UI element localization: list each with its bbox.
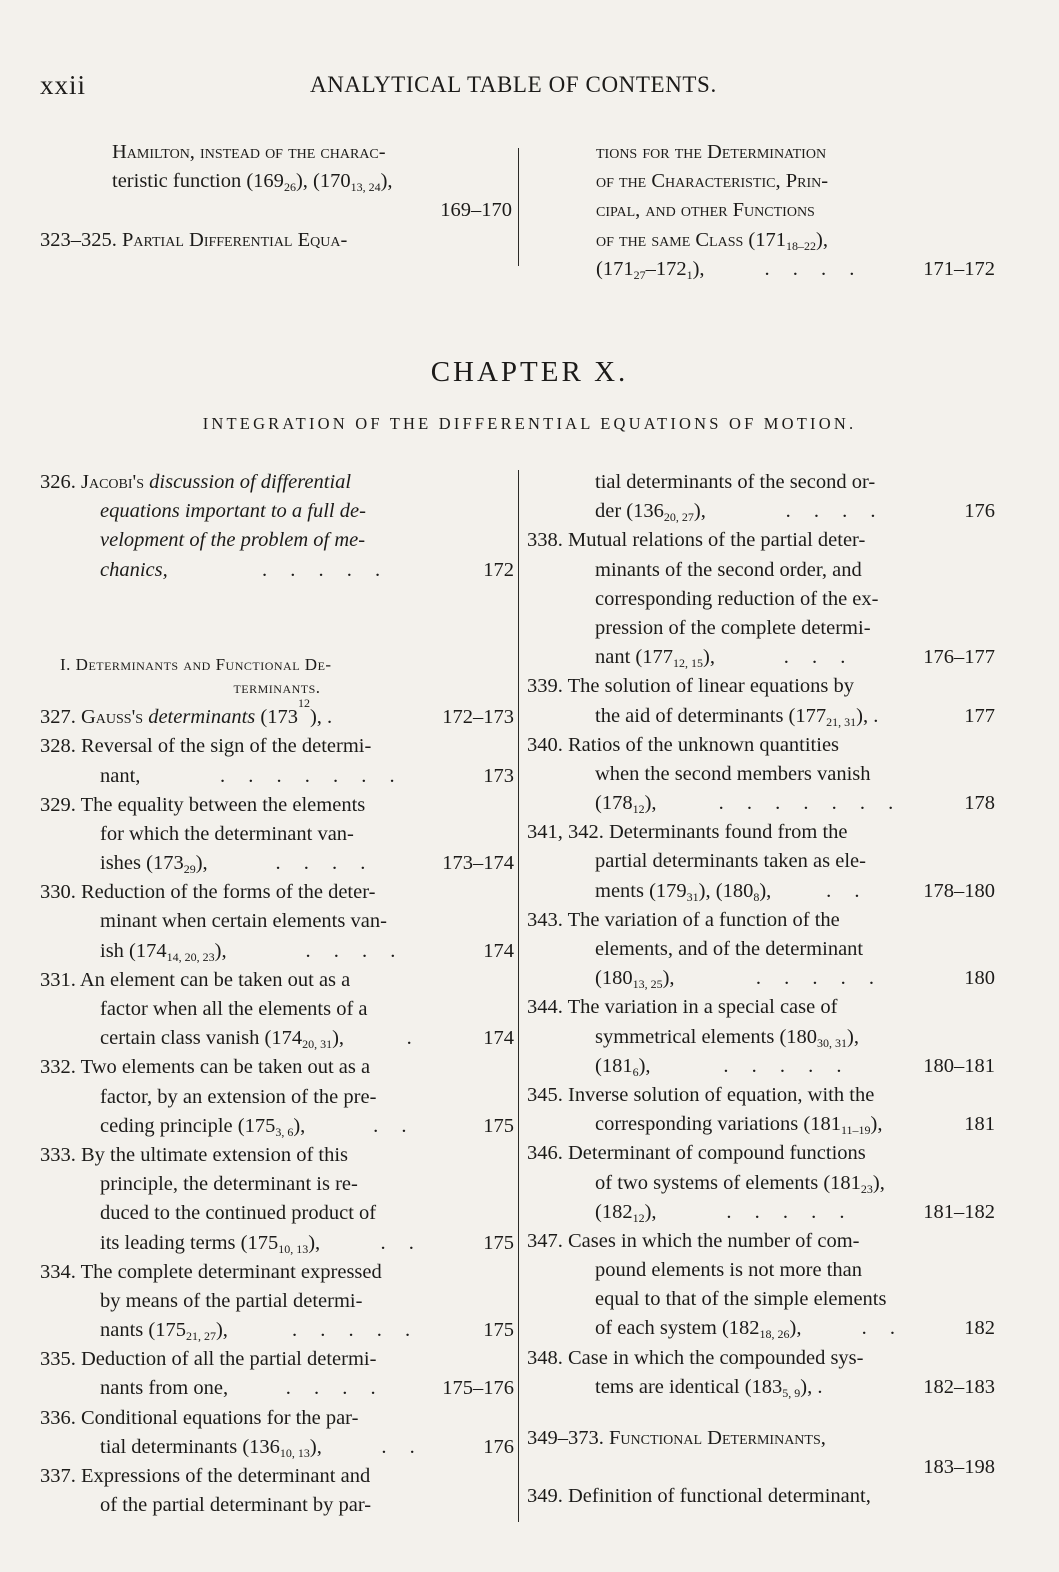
running-title: ANALYTICAL TABLE OF CONTENTS. [310, 72, 717, 97]
toc-entry-339: 339. The solution of linear equations by [527, 675, 855, 698]
toc-section-349-373: 349–373. Functional Determinants, [527, 1427, 826, 1449]
toc-page-ref: 169–170 [440, 199, 512, 222]
toc-entry-329: 329. The equality between the elements [40, 793, 366, 816]
toc-entry-332: 332. Two elements can be taken out as a [40, 1056, 371, 1079]
toc-entry-327: 327. Gauss's determinants (173 12 ), . 172–173 [40, 696, 514, 729]
section-heading: I. Determinants and Functional De- [60, 654, 332, 674]
column-divider [518, 148, 519, 266]
toc-entry-345: 345. Inverse solution of equation, with the [527, 1083, 875, 1106]
toc-line: 323–325. Partial Differential Equa- [40, 228, 348, 251]
column-divider [518, 470, 519, 1522]
toc-line: Hamilton, instead of the charac- [112, 141, 386, 163]
section-heading: terminants. [233, 678, 321, 698]
toc-entry-340: 340. Ratios of the unknown quantities [527, 733, 840, 756]
chapter-subtitle: INTEGRATION OF THE DIFFERENTIAL EQUATIONS OF MOTION. [202, 414, 857, 433]
toc-entry-344: 344. The variation in a special case of [527, 996, 838, 1019]
toc-entry-335: 335. Deduction of all the partial determi- [40, 1348, 377, 1371]
page-number: xxii [40, 70, 87, 100]
toc-entry-326: 326. Jacobi's discussion of differential [40, 471, 352, 493]
toc-entry-330: 330. Reduction of the forms of the deter- [40, 881, 376, 904]
toc-entry-347: 347. Cases in which the number of com- [527, 1229, 860, 1252]
toc-entry-328: 328. Reversal of the sign of the determi- [40, 735, 372, 758]
toc-entry-336: 336. Conditional equations for the par- [40, 1406, 359, 1429]
chapter-title: CHAPTER X. [430, 356, 629, 388]
toc-entry-338: 338. Mutual relations of the partial deter- [527, 529, 866, 552]
toc-entry-333: 333. By the ultimate extension of this [40, 1143, 349, 1166]
toc-page-ref: 171–172 [923, 257, 995, 280]
main-right-column: tial determinants of the second or- der $(136_{20, 27})$, . . . . 176 338. Mutual relations of the partial deter- minants of the second order, and corresponding reduction of the ex- pression of the complete determi- nant $(177_{12, 15})$, . . . 176–177 339. The solution of linear equations by the aid of determinants $(177_{21, 31})$, . 177 340. Ratios of the unknown quantities when the second members vanish $(178_{12})$, . . . . . . . 178 341, 342. Determinants found from the partial determinants taken as ele- ments $(179_{31})$, $(180_8)$, . . 178–180 343. The variation of a function of the elements, and of the determinant $(180_{13, 25})$, . . . . . 180 344. The variation in a special case of symmetrical elements $(180_{30, 31})$, $(181_6)$, . . . . . 180–181 345. Inverse solution of equation, with the corresponding variations $(181_{11-19})$, 181 346. Determinant of compound functions of two systems of elements $(181_{23})$, $(182_{12})$, . . . . . 181–182 347. Cases in which the number of com- pound elements is not more than equal to that of the simple elements of each system $(182_{18, 26})$, . . 182 348. Case in which the compounded sys- tems are identical $(183_{5, 9})$, . 182–183 349–373. Functional Determinants, 183–198 349. Definition of functional determinant, [527, 468, 995, 1512]
toc-entry-349: 349. Definition of functional determinant, [527, 1485, 871, 1508]
top-right-column: tions for the Determination of the Characteristic, Prin- cipal, and other Functions of the same Class $(171_{18-22})$, $(171_{27}-172_1)$, . . . . 171–172 [540, 138, 995, 284]
toc-entry-346: 346. Determinant of compound functions [527, 1142, 866, 1165]
toc-entry-337: 337. Expressions of the determinant and [40, 1465, 371, 1487]
page-header [40, 70, 995, 110]
toc-entry-343: 343. The variation of a function of the [527, 908, 840, 931]
toc-entry-334: 334. The complete determinant expressed [40, 1260, 382, 1283]
main-left-column: 326. Jacobi's discussion of differential equations important to a full de- velopment of the problem of me- chanics, . . . . . 172 I. Determinants and Functional De- terminants. 327. Gauss's determinants (173 12 ), . 172–173 328. Reversal of the sign of the determi- nant, . . . . . . . 173 329. The equality between the elements for which the determinant van- ishes $(173_{29})$, . . . . 173–174 330. Reduction of the forms of the deter- minant when certain elements van- ish $(174_{14, 20, 23})$, . . . . 174 331. An element can be taken out as a factor when all the elements of a certain class vanish $(174_{20, 31})$, . 174 332. Two elements can be taken out as a factor, by an extension of the pre- ceding principle $(175_{3, 6})$, . . 175 333. By the ultimate extension of this principle, the determinant is re- duced to the continued product of its leading terms $(175_{10, 13})$, . . 175 334. The complete determinant expressed by means of the partial determi- nants $(175_{21, 27})$, . . . . . 175 335. Deduction of all the partial determi- nants from one, . . . . 175–176 336. Conditional equations for the par- tial determinants $(136_{10, 13})$, . . 176 337. Expressions of the determinant and of the partial determinant by par- [40, 468, 514, 1520]
toc-line: teristic function $(169_{26})$, $(170_{13, 24})$, [112, 170, 393, 195]
top-left-column [40, 138, 512, 255]
toc-entry-341-342: 341, 342. Determinants found from the [527, 821, 848, 844]
toc-entry-348: 348. Case in which the compounded sys- [527, 1346, 864, 1369]
toc-entry-331: 331. An element can be taken out as a [40, 968, 351, 991]
